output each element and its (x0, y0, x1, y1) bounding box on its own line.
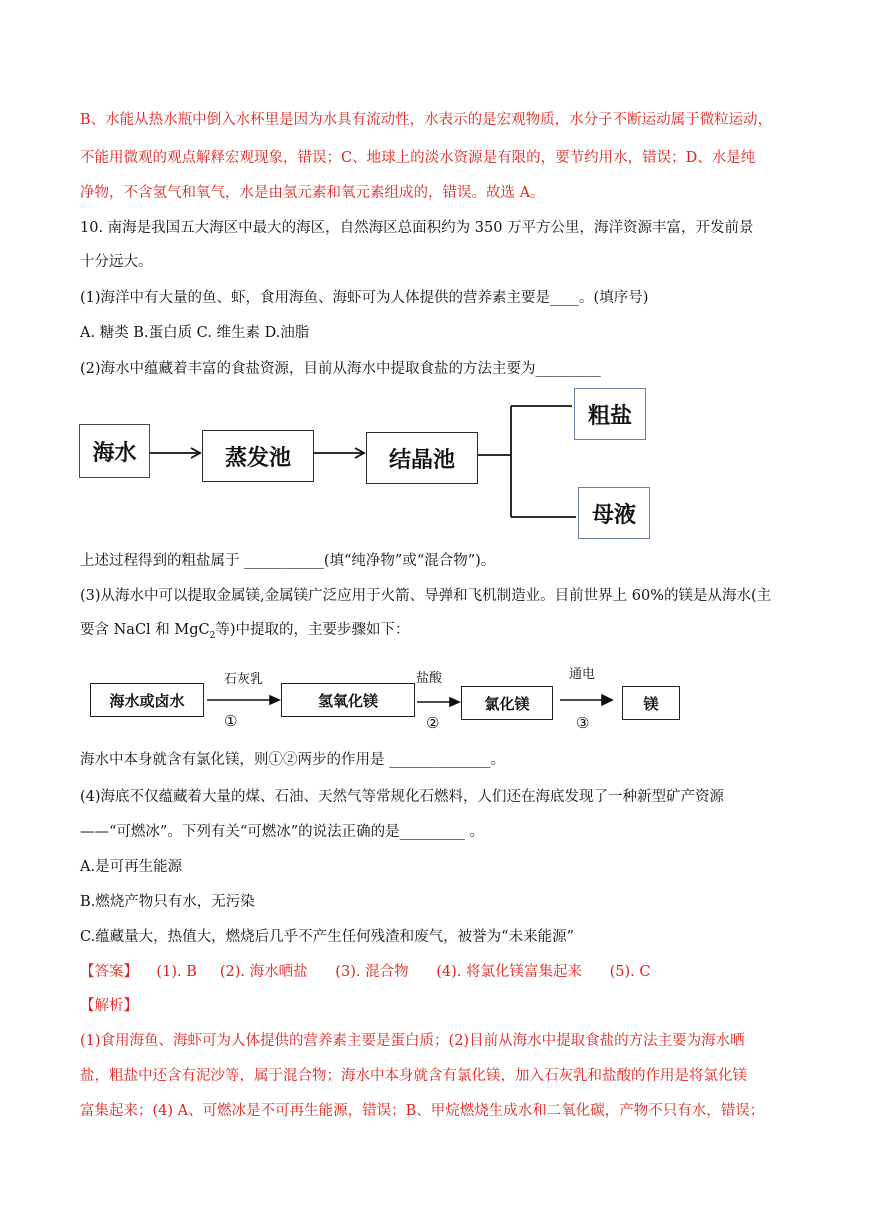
step-2-marker: ② (426, 714, 440, 732)
brine-box: 海水或卤水 (90, 683, 204, 717)
question-part-1-options: A. 糖类 B.蛋白质 C. 维生素 D.油脂 (80, 325, 310, 341)
question-part-3-line-1: (3)从海水中可以提取金属镁,金属镁广泛应用于火箭、导弹和飞机制造业。目前世界上 60%的镁是从海水(主 (80, 588, 772, 604)
analysis-line-2: 盐，粗盐中还含有泥沙等，属于混合物；海水中本身就含有氯化镁，加入石灰乳和盐酸的作用是将氯化镁 (80, 1068, 747, 1084)
question-part-1: (1)海洋中有大量的鱼、虾，食用海鱼、海虾可为人体提供的营养素主要是____。(填序号) (80, 290, 649, 306)
arrowhead-step-1 (270, 696, 279, 704)
magnesium-hydroxide-box: 氢氧化镁 (281, 683, 415, 717)
step-1-marker: ① (224, 712, 238, 730)
crude-salt-box: 粗盐 (574, 388, 646, 440)
magnesium-chloride-box: 氯化镁 (461, 686, 553, 720)
reagent-electrolysis-label: 通电 (569, 667, 596, 682)
formula-text-post: 等)中提取的，主要步骤如下： (215, 622, 410, 638)
explanation-line-3: 净物，不含氢气和氧气，水是由氢元素和氧元素组成的，错误。故选 A。 (80, 185, 545, 201)
question-part-4-option-c: C.蕴藏量大，热值大，燃烧后几乎不产生任何残渣和废气，被誉为“未来能源” (80, 929, 575, 945)
formula-subscript: 2 (209, 630, 216, 641)
evaporation-pond-box: 蒸发池 (202, 430, 314, 482)
question-part-2: (2)海水中蕴藏着丰富的食盐资源，目前从海水中提取食盐的方法主要为_________ (80, 361, 601, 377)
crystallization-pond-box: 结晶池 (366, 432, 478, 484)
question-part-4-line-2: ——“可燃冰”。下列有关“可燃冰”的说法正确的是_________ 。 (80, 824, 485, 840)
step-3-marker: ③ (576, 714, 590, 732)
question-10-line-1: 10. 南海是我国五大海区中最大的海区，自然海区总面积约为 350 万平方公里，海洋资源丰富，开发前景 (80, 220, 754, 236)
sea-water-box: 海水 (79, 424, 150, 478)
arrowhead-step-3 (602, 695, 612, 705)
mother-liquor-box: 母液 (578, 487, 650, 539)
explanation-line-2: 不能用微观的观点解释宏观现象，错误；C、地球上的淡水资源是有限的，要节约用水，错误；D、水是纯 (80, 150, 756, 166)
formula-text-pre: 要含 NaCl 和 MgC (80, 622, 210, 638)
answer-line: 【答案】 (1). B (2). 海水晒盐 (3). 混合物 (4). 将氯化镁富集起来 (5). C (80, 964, 651, 980)
question-part-4-option-b: B.燃烧产物只有水，无污染 (80, 894, 255, 910)
reagent-lime-milk-label: 石灰乳 (224, 672, 264, 687)
analysis-heading: 【解析】 (80, 998, 138, 1014)
arrowhead-step-2 (450, 698, 459, 706)
question-part-2b: 上述过程得到的粗盐属于 ___________(填“纯净物”或“混合物”)。 (80, 553, 496, 569)
question-part-4-line-1: (4)海底不仅蕴藏着大量的煤、石油、天然气等常规化石燃料，人们还在海底发现了一种新型矿产资源 (80, 789, 725, 805)
question-part-3-line-3: 海水中本身就含有氯化镁，则①②两步的作用是 ______________。 (80, 752, 506, 768)
question-10-line-2: 十分远大。 (80, 254, 153, 270)
reagent-hydrochloric-acid-label: 盐酸 (416, 671, 443, 686)
question-part-4-option-a: A.是可再生能源 (80, 859, 183, 875)
explanation-line-1: B、水能从热水瓶中倒入水杯里是因为水具有流动性，水表示的是宏观物质，水分子不断运动属于微粒运动， (80, 112, 773, 128)
magnesium-box: 镁 (622, 686, 680, 720)
analysis-line-3: 富集起来；(4) A、可燃冰是不可再生能源，错误；B、甲烷燃烧生成水和二氧化碳，产物不只有水，错误； (80, 1103, 765, 1119)
analysis-line-1: (1)食用海鱼、海虾可为人体提供的营养素主要是蛋白质；(2)目前从海水中提取食盐的方法主要为海水晒 (80, 1033, 745, 1049)
